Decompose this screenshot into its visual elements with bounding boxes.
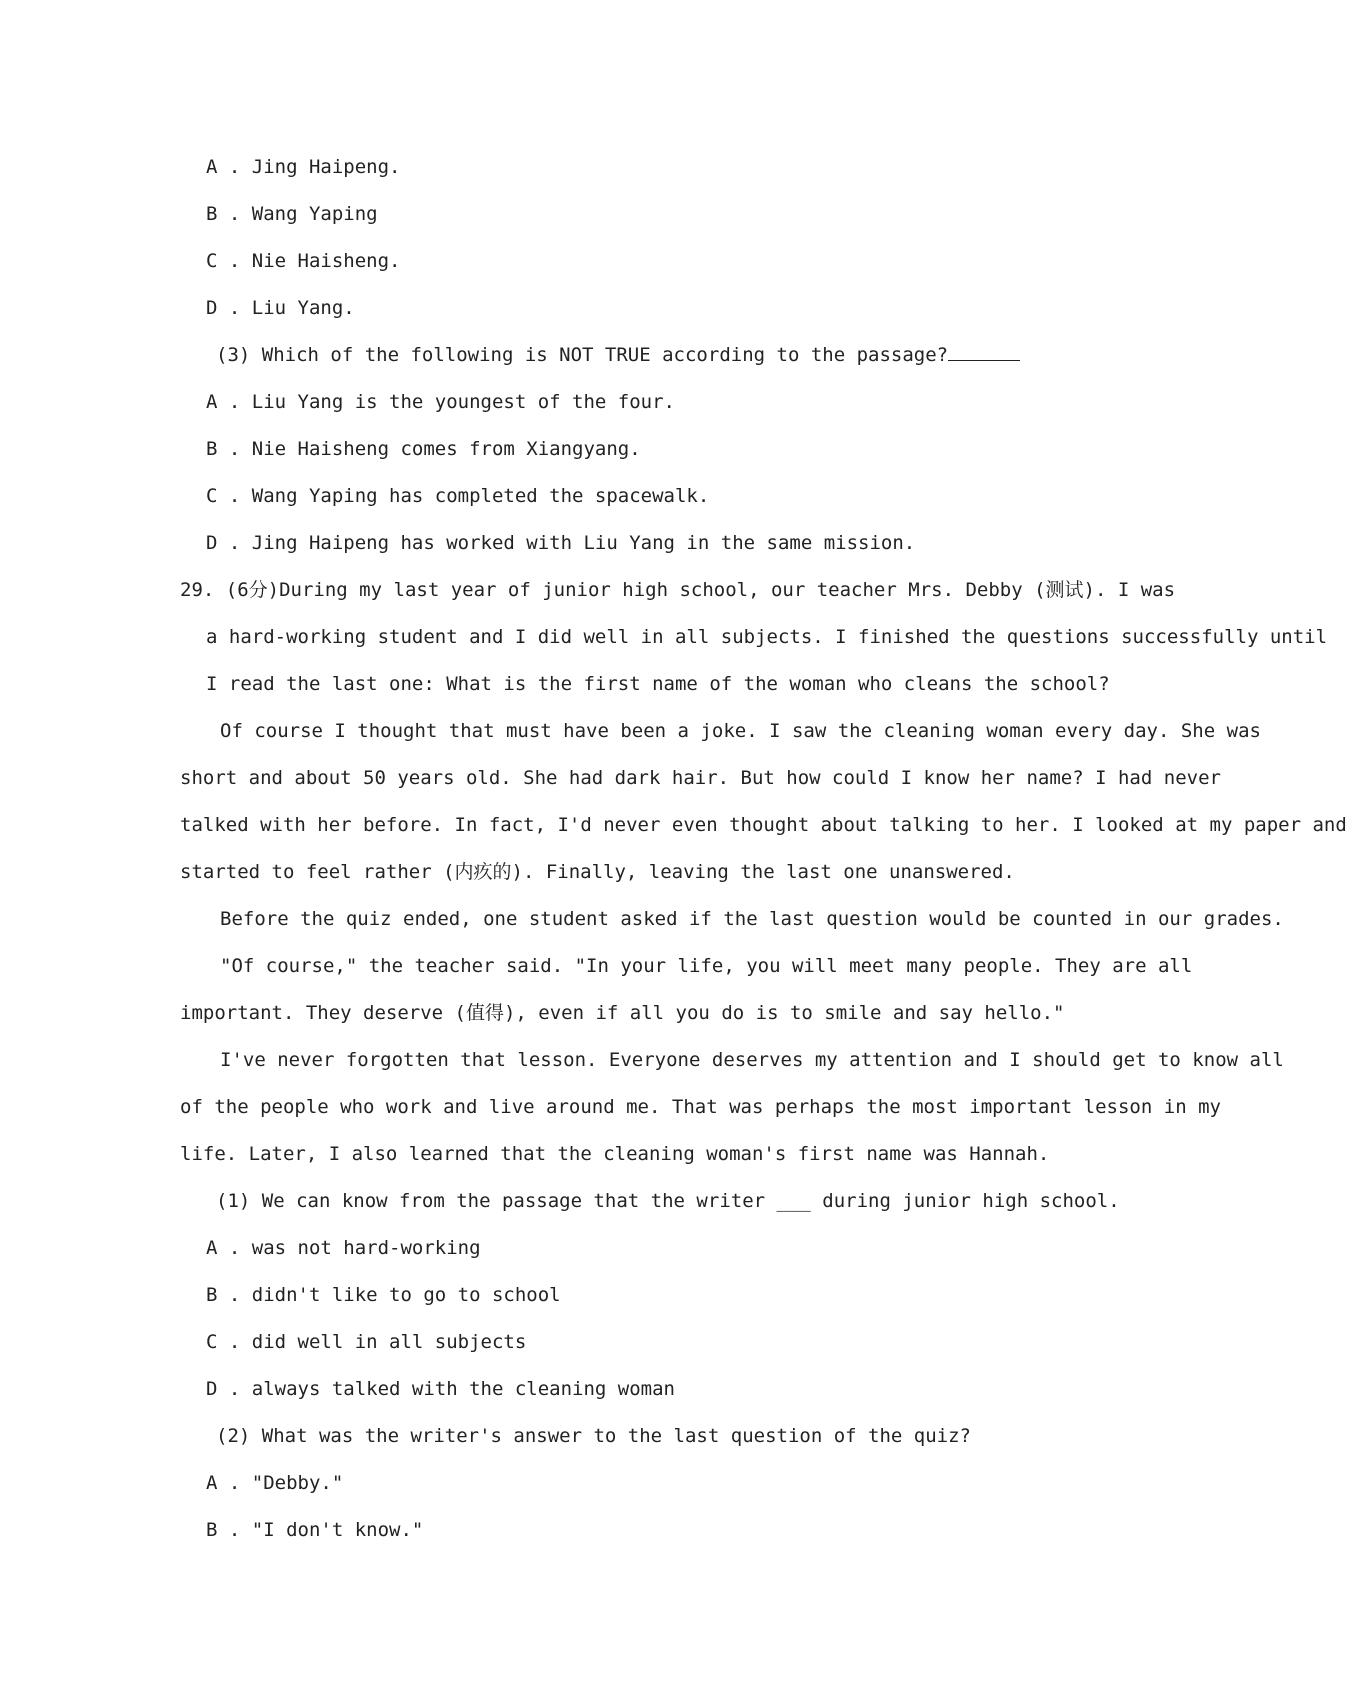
q29-1-option-b: B . didn't like to go to school (206, 1284, 561, 1306)
q28-3-option-a: A . Liu Yang is the youngest of the four. (206, 391, 675, 413)
q29-1-option-c: C . did well in all subjects (206, 1331, 527, 1353)
q29-1-stem: (1) We can know from the passage that the writer ___ during junior high school. (216, 1190, 1120, 1212)
passage-line-6: talked with her before. In fact, I'd never even thought about talking to her. I looked at my paper and (180, 814, 1347, 836)
q28-2-option-d: D . Liu Yang. (206, 297, 355, 319)
q28-2-option-c: C . Nie Haisheng. (206, 250, 401, 272)
passage-line-11: I've never forgotten that lesson. Everyone deserves my attention and I should get to know all (220, 1049, 1284, 1071)
q28-3-option-c: C . Wang Yaping has completed the spacewalk. (206, 485, 710, 507)
q28-2-option-b: B . Wang Yaping (206, 203, 378, 225)
q29-1-option-a: A . was not hard-working (206, 1237, 481, 1259)
q29-1-option-d: D . always talked with the cleaning woman (206, 1378, 675, 1400)
q28-3-stem-text: (3) Which of the following is NOT TRUE according to the passage? (216, 344, 949, 366)
q28-3-option-b: B . Nie Haisheng comes from Xiangyang. (206, 438, 641, 460)
q29-2-stem: (2) What was the writer's answer to the last question of the quiz? (216, 1425, 971, 1447)
passage-line-13: life. Later, I also learned that the cleaning woman's first name was Hannah. (180, 1143, 1050, 1165)
passage-line-5: short and about 50 years old. She had dark hair. But how could I know her name? I had never (180, 767, 1221, 789)
q29-number: 29. (180, 579, 215, 601)
passage-line-9: "Of course," the teacher said. "In your life, you will meet many people. They are all (220, 955, 1193, 977)
passage-line-12: of the people who work and live around me. That was perhaps the most important lesson in my (180, 1096, 1221, 1118)
passage-line-10: important. They deserve (值得), even if all you do is to smile and say hello." (180, 1002, 1065, 1024)
q29-points: (6分) (225, 579, 280, 601)
q28-3-option-d: D . Jing Haipeng has worked with Liu Yang in the same mission. (206, 532, 916, 554)
q28-2-option-a: A . Jing Haipeng. (206, 156, 401, 178)
q29-first-line (180, 581, 1371, 600)
passage-line-1: During my last year of junior high school, our teacher Mrs. Debby (测试). I was (279, 579, 1176, 601)
passage-line-3: I read the last one: What is the first name of the woman who cleans the school? (206, 673, 1110, 695)
passage-line-7: started to feel rather (内疚的). Finally, leaving the last one unanswered. (180, 861, 1015, 883)
answer-blank (948, 360, 1020, 361)
passage-line-8: Before the quiz ended, one student asked if the last question would be counted in our grades. (220, 908, 1284, 930)
q29-2-option-a: A . "Debby." (206, 1472, 344, 1494)
passage-line-4: Of course I thought that must have been a joke. I saw the cleaning woman every day. She was (220, 720, 1261, 742)
q28-3-stem (216, 346, 1020, 365)
passage-line-2: a hard-working student and I did well in all subjects. I finished the questions successfully until (206, 626, 1328, 648)
q29-2-option-b: B . "I don't know." (206, 1519, 424, 1541)
